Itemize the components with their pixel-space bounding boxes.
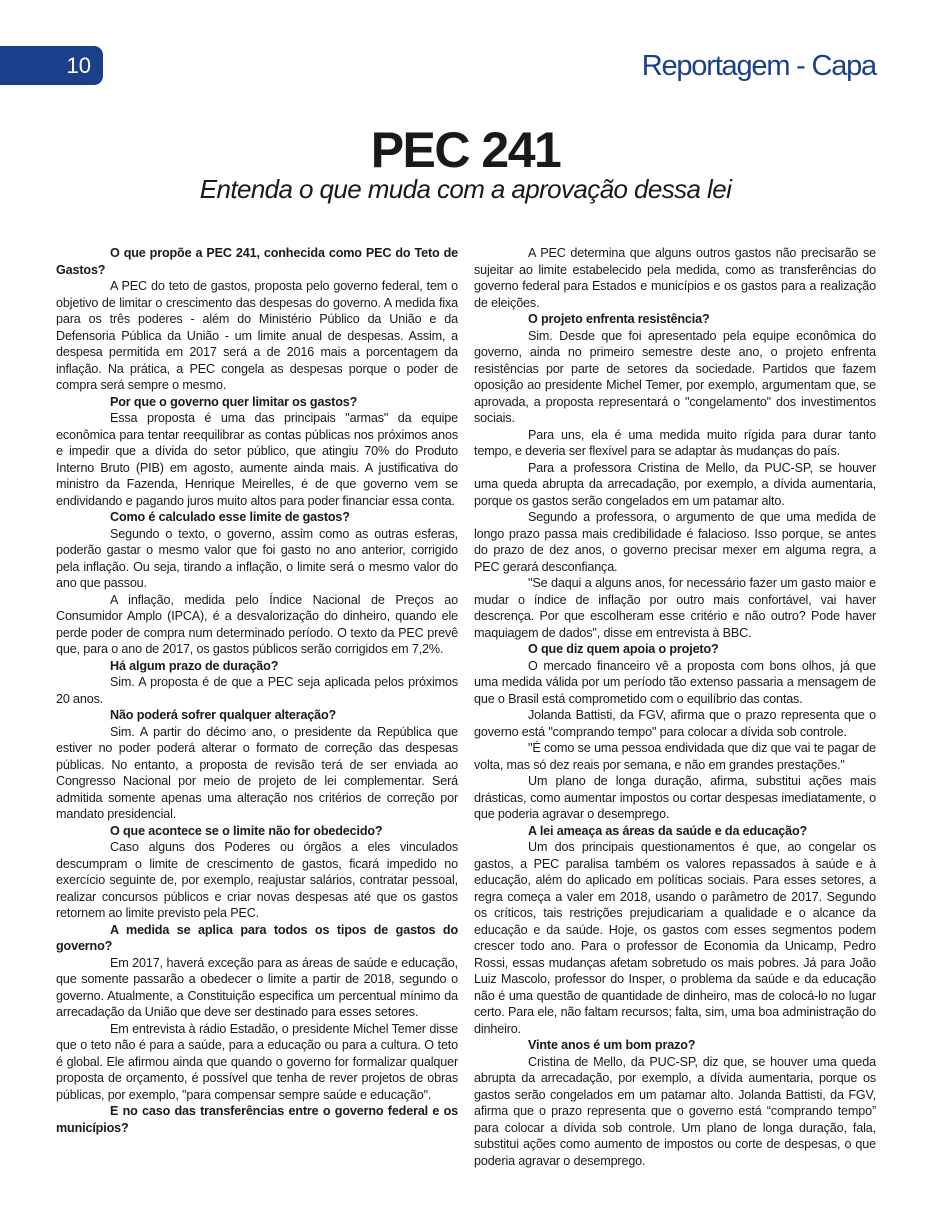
article-title: PEC 241	[370, 122, 561, 178]
right-column	[474, 245, 876, 1169]
question-heading: Não poderá sofrer qualquer alteração?	[110, 708, 337, 722]
paragraph: Para uns, ela é uma medida muito rígida para durar tanto tempo, e deveria ser flexível para se adaptar às mudanças do país.	[474, 427, 876, 458]
question-heading: Há algum prazo de duração?	[110, 658, 279, 673]
paragraph: Sim. A proposta é de que a PEC seja aplicada pelos próximos 20 anos.	[56, 675, 458, 706]
question-heading: E no caso das transferências entre o governo federal e os municípios?	[56, 1104, 458, 1135]
paragraph: Sim. A partir do décimo ano, o presidente da República que estiver no poder poderá alterar o formato de correção das despesas públicas. No entanto, a proposta de revisão terá de ser enviada ao Congresso Nacional por meio de projeto de lei complementar. Será admitida somente apenas uma alteração nos critérios de correção por mandato presidencial.	[56, 724, 458, 821]
question-heading: O que propõe a PEC 241, conhecida como PEC do Teto de Gastos?	[56, 246, 458, 277]
article-subtitle: Entenda o que muda com a aprovação dessa lei	[199, 174, 732, 204]
paragraph: Em entrevista à rádio Estadão, o presidente Michel Temer disse que o teto não é para a saúde, para a educação ou para a cultura. O teto é global. Ele afirmou ainda que quando o governo for formalizar qualquer proposta de orçamento, é possível que tenha de rever projetos de obras públicas, por exemplo, "para compensar sempre saúde e educação".	[56, 1021, 458, 1102]
paragraph: "É como se uma pessoa endividada que diz que vai te pagar de volta, mas só dez reais por semana, e não em grandes prestações."	[474, 741, 876, 772]
paragraph: Sim. Desde que foi apresentado pela equipe econômica do governo, ainda no primeiro semestre deste ano, o projeto enfrenta resistências por parte de setores da sociedade. Partidos que fazem oposição ao presidente Michel Temer, por exemplo, argumentam que, se aprovada, a proposta representará o "congelamento" dos investimentos sociais.	[474, 328, 876, 425]
question-heading: A medida se aplica para todos os tipos de gastos do governo?	[56, 922, 458, 953]
paragraph: A PEC determina que alguns outros gastos não precisarão se sujeitar ao limite estabelecido pela medida, como as transferências do governo federal para Estados e municípios e os gastos para a realização de eleições.	[474, 246, 876, 310]
page-number: 10	[66, 53, 91, 78]
question-heading: O que diz quem apoia o projeto?	[528, 642, 719, 656]
page-number-tab	[0, 46, 103, 85]
paragraph: Jolanda Battisti, da FGV, afirma que o prazo representa que o governo está "comprando tempo" para colocar a dívida sob controle.	[474, 708, 876, 739]
paragraph: Um plano de longa duração, afirma, substitui ações mais drásticas, como aumentar impostos ou cortar despesas imediatamente, o que poderia agravar o desemprego.	[474, 774, 876, 821]
paragraph: Essa proposta é uma das principais "armas" da equipe econômica para tentar reequilibrar as contas públicas nos próximos anos e impedir que a dívida do setor público, que atingiu 70% do Produto Interno Bruto (PIB) em agosto, aumente ainda mais. A justificativa do ministro da Fazenda, Henrique Meirelles, é de que governo vem se endividando e pagando juros muito altos para poder financiar essa conta.	[56, 411, 458, 508]
question-heading: O projeto enfrenta resistência?	[528, 312, 710, 326]
question-heading: A lei ameaça as áreas da saúde e da educação?	[528, 823, 808, 838]
section-title: Reportagem - Capa	[641, 50, 876, 82]
paragraph: Cristina de Mello, da PUC-SP, diz que, se houver uma queda abrupta da arrecadação, por exemplo, a dívida aumentaria, porque os gastos serão congelados em um patamar alto. Jolanda Battisti, da FGV, afirma que o prazo representa que o governo está “comprando tempo” para colocar a dívida sob controle. Um plano de longa duração, fala, substitui ações como aumento de impostos ou corte de despesas, o que poderia agravar o desemprego.	[474, 1054, 876, 1168]
paragraph: A inflação, medida pelo Índice Nacional de Preços ao Consumidor Amplo (IPCA), é a desvalorização do dinheiro, quando ele perde poder de compra num determinado período. O texto da PEC prevê que, para o ano de 2017, os gastos públicos serão corrigidos em 7,2%.	[56, 592, 458, 656]
paragraph: Caso alguns dos Poderes ou órgãos a eles vinculados descumpram o limite de crescimento de gastos, ficará impedido no exercício seguinte de, por exemplo, reajustar salários, contratar pessoal, realizar concursos públicos e criar novas despesas até que os gastos retornem ao limite previsto pela PEC.	[56, 840, 458, 920]
paragraph: Um dos principais questionamentos é que, ao congelar os gastos, a PEC paralisa também os valores repassados à saúde e à educação, além do aplicado em políticas sociais. Para esses setores, a regra começa a valer em 2018, usando o parâmetro de 2017. Segundo os críticos, tais restrições prejudicariam a qualidade e o alcance da educação e da saúde. Hoje, os gastos com esses segmentos podem crescer todo ano. Para o professor de Economia da Unicamp, Pedro Rossi, essas mudanças afetam sobretudo os mais pobres. Já para João Luiz Mascolo, professor do Insper, o problema da saúde e da educação não é uma questão de quantidade de dinheiro, mas de colocá-lo no lugar certo. Para ele, não faltam recursos; falta, sim, uma boa administração do dinheiro.	[474, 840, 876, 1036]
paragraph: A PEC do teto de gastos, proposta pelo governo federal, tem o objetivo de limitar o crescimento das despesas do governo. A medida fixa para os três poderes - além do Ministério Público da União e da Defensoria Pública da União - um limite anual de despesas. Assim, a despesa permitida em 2017 será a de 2016 mais a porcentagem da inflação. Na prática, a PEC congela as despesas porque o poder de compra será sempre o mesmo.	[56, 279, 458, 392]
paragraph: Segundo a professora, o argumento de que uma medida de longo prazo passa mais credibilidade é falacioso. Isso porque, se antes do prazo de dez anos, o governo precisar mexer em alguma regra, a PEC gerará desconfiança.	[474, 510, 876, 574]
paragraph: Em 2017, haverá exceção para as áreas de saúde e educação, que somente passarão a obedecer o limite a partir de 2018, segundo o governo. Atualmente, a Constituição especifica um percentual mínimo da arrecadação da União que deve ser destinado para esses setores.	[56, 955, 458, 1019]
question-heading: Vinte anos é um bom prazo?	[528, 1038, 696, 1052]
question-heading: O que acontece se o limite não for obedecido?	[110, 823, 383, 838]
paragraph: "Se daqui a alguns anos, for necessário fazer um gasto maior e mudar o índice de inflação por outro mais confortável, vai haver descrença. Por que escolheram esse critério e não outro? Pode haver maquiagem de dados", disse em entrevista à BBC.	[474, 576, 876, 640]
question-heading: Por que o governo quer limitar os gastos?	[110, 394, 358, 409]
left-column	[56, 245, 458, 1136]
paragraph: O mercado financeiro vê a proposta com bons olhos, já que uma medida válida por um período tão extenso passaria a mensagem de que o Brasil está comprometido com o equilíbrio das contas.	[474, 658, 876, 706]
paragraph: Segundo o texto, o governo, assim como as outras esferas, poderão gastar o mesmo valor que foi gasto no ano anterior, corrigido pela inflação. Ou seja, tirando a inflação, o limite será o mesmo valor do ano que passou.	[56, 526, 458, 590]
paragraph: Para a professora Cristina de Mello, da PUC-SP, se houver uma queda abrupta da arrecadação, por exemplo, a dívida aumentaria, porque os gastos serão congelados em um patamar alto.	[474, 460, 876, 508]
question-heading: Como é calculado esse limite de gastos?	[110, 510, 350, 524]
